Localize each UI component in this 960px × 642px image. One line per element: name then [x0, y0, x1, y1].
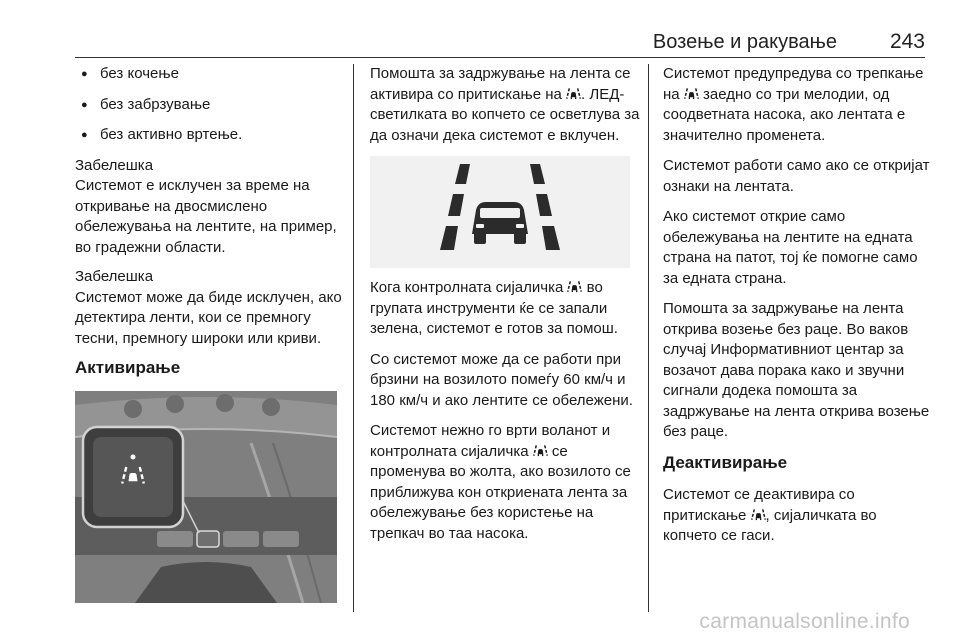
paragraph	[663, 485, 931, 547]
note-block	[75, 267, 343, 349]
paragraph-text: во групата инструменти ќе се запали зелена, системот е готов за помош.	[370, 279, 618, 337]
section-heading-activation: Активирање	[75, 358, 181, 377]
watermark: carmanualsonline.info	[699, 610, 910, 633]
lane-keep-assist-icon	[567, 281, 582, 293]
paragraph	[370, 421, 640, 544]
column-1	[75, 64, 343, 603]
paragraph: Системот работи само ако се откријат ознаки на лентата.	[663, 157, 930, 195]
paragraph-text: се променува во жолта, ако возилото се приближува кон откриената лента за обележување без користење на трепкач во таа насока.	[370, 442, 631, 542]
paragraph	[663, 64, 931, 146]
paragraph-text: Системот се деактивира со притискање	[663, 486, 855, 524]
lane-keep-assist-icon	[684, 88, 699, 100]
paragraph-text: Кога контролната сијаличка	[370, 279, 564, 296]
note-text: Системот може да биде исклучен, ако детектира ленти, кои се премногу тесни, премногу широки или криви.	[75, 288, 342, 347]
page-header	[75, 28, 925, 56]
bullet-item: ● без активно вртење.	[75, 125, 343, 146]
note-label: Забелешка	[75, 156, 154, 174]
column-3	[663, 64, 931, 557]
paragraph-text: Помошта за задржување на лента се активира со притискање на	[370, 65, 631, 103]
note-text: Системот е исклучен за време на откривање на двосмислено обележувања на лентите, на пример, во градежни области.	[75, 177, 337, 256]
column-divider-2	[648, 64, 649, 612]
chapter-title: Возење и ракување	[652, 31, 837, 53]
paragraph: Ако системот открие само обележувања на лентите на едната страна на патот, тој ќе помогне само за едната страна.	[663, 208, 918, 287]
section-heading-deactivation: Деактивирање	[663, 452, 788, 472]
paragraph: Со системот може да се работи при брзини на возилото помеѓу 60 км/ч и 180 км/ч и ако лентите се обележени.	[370, 350, 633, 409]
paragraph: Помошта за задржување на лента открива возење без раце. Во ваков случај Информативниот центар за возачот дава порака како и звучни сигнали додека помошта за задржување на лента открива возење без раце.	[663, 300, 930, 440]
paragraph-text: , сијаличката во копчето се гаси.	[663, 506, 877, 544]
lane-keep-assist-icon	[566, 88, 581, 100]
column-2	[370, 64, 640, 554]
paragraph-text: Системот нежно го врти воланот и контролната сијаличка	[370, 422, 611, 460]
paragraph-text: . ЛЕД-светилката во копчето се осветлува за да означи дека системот е вклучен.	[370, 85, 640, 144]
header-rule	[75, 57, 925, 58]
paragraph	[370, 64, 640, 146]
note-block	[75, 156, 343, 259]
lane-keep-assist-icon	[751, 509, 766, 521]
column-divider-1	[353, 64, 354, 612]
note-label: Забелешка	[75, 268, 154, 285]
console-button-photo	[75, 391, 337, 603]
lane-keep-indicator-figure	[370, 156, 630, 268]
page-number: 243	[889, 30, 925, 53]
lane-keep-assist-icon	[533, 445, 548, 457]
lane-keep-assist-icon	[436, 164, 564, 260]
paragraph	[370, 278, 640, 340]
bullet-item: ● без забрзување	[75, 95, 343, 116]
paragraph-text: заедно со три мелодии, од соодветната насока, ако лентата е значително променета.	[663, 85, 906, 144]
paragraph-text: Системот предупредува со трепкање на	[663, 65, 924, 103]
bullet-item: ● без кочење	[75, 64, 343, 85]
